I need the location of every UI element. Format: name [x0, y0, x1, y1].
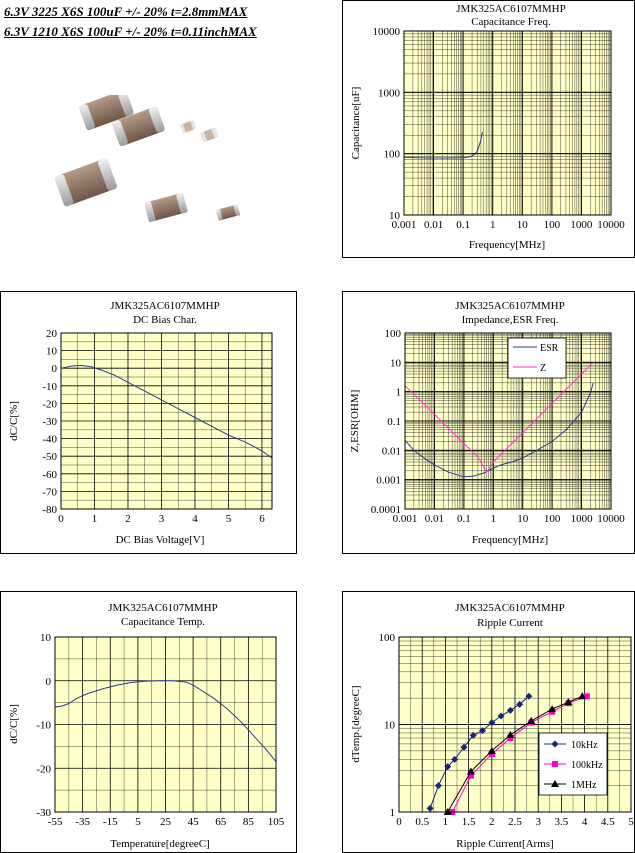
x-tick-label: 1000 [570, 513, 593, 525]
chart-ripple-current [342, 591, 635, 853]
legend [539, 733, 607, 795]
x-tick-label: 10 [516, 219, 528, 231]
legend [508, 338, 566, 378]
chart-subtitle: Capacitance Temp. [121, 616, 205, 628]
chart-subtitle: DC Bias Char. [133, 314, 197, 326]
x-tick-labels [48, 816, 285, 828]
y-tick-label: 10 [46, 345, 57, 358]
chart-dc-bias [0, 291, 297, 554]
chart-subtitle: Ripple Current [477, 617, 543, 629]
x-tick-label: 10000 [597, 513, 625, 525]
legend-esr-label: ESR [540, 343, 559, 354]
x-axis-label: Temperature[degreeC] [110, 838, 210, 850]
y-tick-label: 10 [389, 210, 400, 222]
y-tick-label: -80 [42, 504, 57, 516]
legend-1mhz-label: 1MHz [571, 780, 597, 791]
x-tick-label: 5 [135, 816, 141, 828]
x-tick-label: 3.5 [554, 816, 569, 828]
y-tick-label: -10 [42, 380, 57, 393]
y-tick-label: 0.1 [387, 416, 401, 428]
part-spec-line-1: 6.3V 3225 X6S 100uF +/- 20% t=2.8mmMAX [4, 4, 248, 19]
x-tick-label: 0.1 [456, 513, 471, 525]
y-tick-label: 100 [378, 632, 395, 644]
x-tick-label: 0.001 [391, 219, 417, 231]
x-tick-label: 2 [489, 816, 495, 828]
x-tick-label: 5 [628, 816, 634, 828]
chart-subtitle: Capacitance Freq. [471, 16, 551, 28]
y-tick-label: -70 [42, 486, 57, 499]
chart-impedance-esr [342, 291, 635, 554]
y-tick-label: -60 [42, 468, 57, 481]
chart-subtitle: Impedance,ESR Freq. [461, 314, 559, 326]
grid [61, 333, 272, 509]
x-tick-label: 0.01 [423, 219, 444, 231]
x-tick-label: 105 [267, 816, 285, 828]
x-tick-label: 0.5 [415, 816, 430, 828]
y-tick-label: 10000 [372, 26, 400, 38]
y-tick-label: 100 [383, 148, 400, 161]
x-tick-label: 10 [517, 513, 529, 525]
x-tick-label: 1 [91, 513, 98, 525]
x-tick-label: 1.5 [461, 816, 476, 828]
x-tick-label: -35 [75, 816, 90, 828]
x-tick-label: 3 [535, 816, 541, 828]
x-axis-label: Frequency[MHz] [471, 534, 549, 546]
legend-100khz-label: 100kHz [571, 760, 603, 771]
y-tick-label: -20 [42, 398, 57, 411]
y-tick-label: -40 [42, 433, 57, 446]
x-tick-label: 4 [581, 816, 588, 828]
y-tick-label: 20 [46, 328, 57, 340]
x-axis-label: Ripple Current[Arms] [456, 838, 554, 850]
chart-title: JMK325AC6107MMHP [455, 602, 565, 614]
y-tick-label: 0.0001 [370, 504, 401, 516]
chart-capacitance-temperature [0, 591, 297, 853]
y-tick-label: 10 [384, 719, 395, 732]
y-tick-label: 0 [45, 675, 51, 688]
x-tick-label: 65 [215, 816, 227, 828]
x-tick-label: 1 [442, 816, 449, 828]
x-tick-label: 45 [187, 816, 199, 828]
x-tick-label: 3 [158, 513, 165, 525]
y-tick-label: -10 [36, 719, 51, 732]
x-tick-label: 2.5 [508, 816, 522, 828]
x-tick-label: 0.001 [392, 513, 418, 525]
x-tick-label: 0.01 [424, 513, 445, 525]
x-tick-label: 25 [160, 816, 171, 828]
x-tick-label: 4.5 [600, 816, 615, 828]
x-tick-label: 6 [259, 513, 265, 525]
y-tick-label: -20 [36, 763, 51, 776]
x-axis-label: Frequency[MHz] [468, 239, 546, 251]
chart-title: JMK325AC6107MMHP [108, 602, 218, 614]
x-tick-label: -55 [47, 816, 63, 828]
x-tick-label: 10000 [597, 219, 625, 231]
y-axis-label: dC/C[%] [8, 704, 20, 744]
y-axis-label: Capacitance[uF] [350, 86, 362, 160]
x-tick-label: 1 [489, 219, 496, 231]
part-spec-line-2: 6.3V 1210 X6S 100uF +/- 20% t=0.11inchMAX [4, 24, 257, 39]
x-tick-label: 85 [242, 816, 254, 828]
y-tick-label: 1 [395, 386, 401, 399]
x-tick-label: 100 [543, 513, 561, 525]
y-axis-label: Z,ESR[OHM] [349, 389, 361, 453]
y-tick-label: 1000 [378, 87, 400, 100]
x-tick-label: 4 [192, 513, 198, 525]
chart-title: JMK325AC6107MMHP [455, 300, 565, 312]
chart-title: JMK325AC6107MMHP [110, 300, 220, 312]
y-tick-label: 1 [389, 807, 395, 819]
product-photo [40, 95, 270, 245]
legend-10khz-label: 10kHz [571, 740, 598, 751]
x-tick-label: 0 [58, 513, 64, 525]
x-axis-label: DC Bias Voltage[V] [115, 534, 205, 546]
x-tick-label: 0 [396, 816, 402, 828]
y-tick-label: 0.01 [381, 445, 401, 458]
y-tick-label: 10 [390, 357, 401, 370]
x-tick-label: -15 [102, 816, 118, 828]
chart-title: JMK325AC6107MMHP [456, 3, 566, 15]
legend-z-label: Z [540, 363, 547, 374]
x-tick-label: 5 [225, 513, 232, 525]
y-axis-label: dTemp.[degreeC] [350, 685, 362, 763]
y-tick-label: 0.001 [376, 474, 401, 487]
x-tick-label: 1000 [570, 219, 593, 231]
y-tick-label: -30 [36, 807, 51, 819]
x-tick-label: 0.1 [456, 219, 471, 231]
y-tick-label: -30 [42, 416, 57, 428]
y-tick-label: 100 [384, 328, 401, 340]
x-tick-label: 2 [125, 513, 131, 525]
x-tick-label: 1 [490, 513, 497, 525]
legend-100khz-marker [552, 761, 558, 767]
y-tick-label: 10 [40, 632, 51, 644]
y-tick-label: -50 [42, 451, 57, 464]
x-tick-label: 100 [543, 219, 561, 231]
chart-capacitance-frequency [342, 0, 635, 258]
y-axis-label: dC/C[%] [8, 401, 20, 441]
y-tick-label: 0 [51, 363, 57, 376]
